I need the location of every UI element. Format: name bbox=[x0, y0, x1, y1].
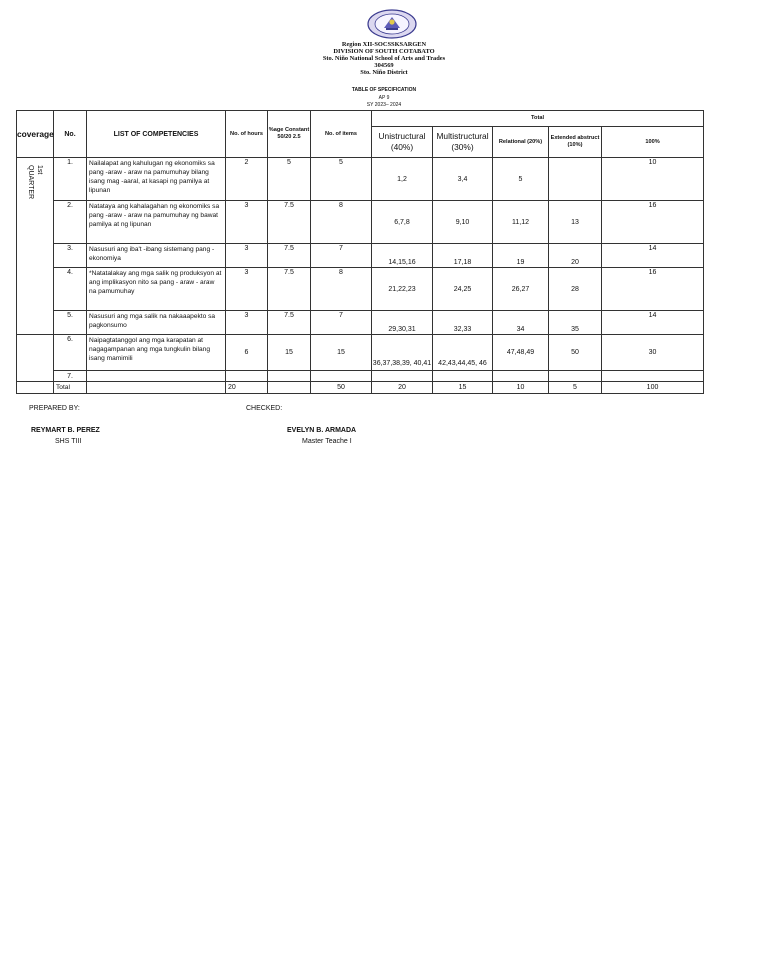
row-relational: 26,27 bbox=[493, 268, 549, 311]
row-competency: Natataya ang kahalagahan ng ekonomiks sa pang -araw - araw na pamumuhay ng bawat pamilya at ng lipunan bbox=[87, 201, 226, 244]
row-no: 3. bbox=[54, 244, 87, 268]
region-line: Region XII-SOCSSKSARGEN bbox=[341, 41, 427, 48]
row-multistructural: 17,18 bbox=[433, 244, 493, 268]
row-relational: 47,48,49 bbox=[493, 335, 549, 371]
checker-name: EVELYN B. ARMADA bbox=[287, 427, 357, 434]
row-extended: 50 bbox=[549, 335, 602, 371]
row-unistructural bbox=[372, 371, 433, 382]
doc-title: TABLE OF SPECIFICATION bbox=[351, 87, 417, 93]
row-competency bbox=[87, 371, 226, 382]
checker-title: Master Teache I bbox=[302, 438, 352, 445]
row-extended: 13 bbox=[549, 201, 602, 244]
totals-unistructural: 20 bbox=[372, 382, 433, 394]
row-competency: Naipagtatanggol ang mga karapatan at nagagampanan ang mga tungkulin bilang isang mamimili bbox=[87, 335, 226, 371]
competencies-header: LIST OF COMPETENCIES bbox=[87, 111, 226, 158]
row-relational: 19 bbox=[493, 244, 549, 268]
school-id-line: 304569 bbox=[374, 62, 394, 69]
row-unistructural: 36,37,38,39, 40,41 bbox=[372, 335, 433, 371]
row-items: 8 bbox=[311, 201, 372, 244]
row-extended bbox=[549, 371, 602, 382]
row-unistructural: 6,7,8 bbox=[372, 201, 433, 244]
row-hours: 3 bbox=[226, 268, 268, 311]
row-competency: *Natatalakay ang mga salik ng produksyon at ang implikasyon nito sa pang - araw - araw na pamumuhay bbox=[87, 268, 226, 311]
row-total: 30 bbox=[602, 335, 704, 371]
row-competency: Nailalapat ang kahulugan ng ekonomiks sa pang -araw - araw na pamumuhay bilang isang mag -aaral, at kasapi ng pamilya at lipunan bbox=[87, 158, 226, 201]
total-header: Total bbox=[372, 111, 704, 127]
row-hours: 2 bbox=[226, 158, 268, 201]
row-hours: 3 bbox=[226, 311, 268, 335]
coverage-empty-cell bbox=[17, 335, 54, 382]
preparer-title: SHS TIII bbox=[55, 438, 82, 445]
row-multistructural: 3,4 bbox=[433, 158, 493, 201]
row-competency: Nasusuri ang iba't -ibang sistemang pang -ekonomiya bbox=[87, 244, 226, 268]
row-multistructural: 24,25 bbox=[433, 268, 493, 311]
totals-hours: 20 bbox=[226, 382, 268, 394]
totals-row bbox=[17, 382, 704, 394]
division-line: DIVISION OF SOUTH COTABATO bbox=[333, 48, 435, 55]
row-items bbox=[311, 371, 372, 382]
row-total: 16 bbox=[602, 268, 704, 311]
row-relational: 11,12 bbox=[493, 201, 549, 244]
totals-percent bbox=[268, 382, 311, 394]
hours-header: No. of hours bbox=[226, 111, 268, 158]
row-total: 14 bbox=[602, 311, 704, 335]
totals-total: 100 bbox=[602, 382, 704, 394]
totals-empty-coverage bbox=[17, 382, 54, 394]
row-unistructural: 29,30,31 bbox=[372, 311, 433, 335]
table-row bbox=[17, 201, 704, 244]
items-header: No. of items bbox=[311, 111, 372, 158]
table-row bbox=[17, 158, 704, 201]
no-header: No. bbox=[54, 111, 87, 158]
header-row-1 bbox=[17, 111, 704, 127]
table-row bbox=[17, 371, 704, 382]
row-multistructural: 9,10 bbox=[433, 201, 493, 244]
row-hours: 6 bbox=[226, 335, 268, 371]
row-unistructural: 14,15,16 bbox=[372, 244, 433, 268]
row-items: 7 bbox=[311, 244, 372, 268]
doc-school-year: SY 2023– 2024 bbox=[366, 102, 402, 108]
row-extended: 20 bbox=[549, 244, 602, 268]
totals-multistructural: 15 bbox=[433, 382, 493, 394]
row-percent: 5 bbox=[268, 158, 311, 201]
row-relational: 5 bbox=[493, 158, 549, 201]
prepared-by-label: PREPARED BY: bbox=[29, 405, 80, 412]
school-line: Sto. Niño National School of Arts and Trades bbox=[322, 55, 446, 62]
row-items: 15 bbox=[311, 335, 372, 371]
row-no: 6. bbox=[54, 335, 87, 371]
district-line: Sto. Niño District bbox=[360, 69, 408, 76]
totals-relational: 10 bbox=[493, 382, 549, 394]
table-row bbox=[17, 311, 704, 335]
row-no: 4. bbox=[54, 268, 87, 311]
multistructural-header: Multistructural (30%) bbox=[433, 127, 493, 158]
row-no: 2. bbox=[54, 201, 87, 244]
quarter-label: 1st QUARTER bbox=[27, 165, 43, 200]
doc-subject: AP 9 bbox=[378, 95, 390, 101]
row-extended: 28 bbox=[549, 268, 602, 311]
row-percent: 7.5 bbox=[268, 201, 311, 244]
row-total: 14 bbox=[602, 244, 704, 268]
percent-header: %age Constant 50/20 2.5 bbox=[268, 111, 311, 158]
row-items: 5 bbox=[311, 158, 372, 201]
row-unistructural: 1,2 bbox=[372, 158, 433, 201]
row-total: 16 bbox=[602, 201, 704, 244]
row-percent: 7.5 bbox=[268, 244, 311, 268]
coverage-header: coverage bbox=[17, 111, 54, 158]
row-percent: 7.5 bbox=[268, 268, 311, 311]
totals-empty-competency bbox=[87, 382, 226, 394]
row-multistructural bbox=[433, 371, 493, 382]
row-total: 10 bbox=[602, 158, 704, 201]
row-extended bbox=[549, 158, 602, 201]
row-extended: 35 bbox=[549, 311, 602, 335]
relational-header: Relational (20%) bbox=[493, 127, 549, 158]
row-percent: 15 bbox=[268, 335, 311, 371]
row-hours: 3 bbox=[226, 244, 268, 268]
row-competency: Nasusuri ang mga salik na nakaaapekto sa pagkonsumo bbox=[87, 311, 226, 335]
row-items: 7 bbox=[311, 311, 372, 335]
specification-table bbox=[16, 110, 704, 394]
row-no: 7. bbox=[54, 371, 87, 382]
hundred-percent-header: 100% bbox=[602, 127, 704, 158]
row-percent bbox=[268, 371, 311, 382]
deped-seal-logo bbox=[366, 9, 418, 39]
row-no: 5. bbox=[54, 311, 87, 335]
row-unistructural: 21,22,23 bbox=[372, 268, 433, 311]
row-percent: 7.5 bbox=[268, 311, 311, 335]
totals-label: Total bbox=[54, 382, 87, 394]
row-multistructural: 42,43,44,45, 46 bbox=[433, 335, 493, 371]
row-no: 1. bbox=[54, 158, 87, 201]
row-relational bbox=[493, 371, 549, 382]
table-row bbox=[17, 244, 704, 268]
table-row bbox=[17, 335, 704, 371]
row-hours bbox=[226, 371, 268, 382]
row-total bbox=[602, 371, 704, 382]
checked-label: CHECKED: bbox=[246, 405, 283, 412]
table-row bbox=[17, 268, 704, 311]
row-multistructural: 32,33 bbox=[433, 311, 493, 335]
totals-items: 50 bbox=[311, 382, 372, 394]
row-relational: 34 bbox=[493, 311, 549, 335]
row-items: 8 bbox=[311, 268, 372, 311]
row-hours: 3 bbox=[226, 201, 268, 244]
totals-extended: 5 bbox=[549, 382, 602, 394]
unistructural-header: Unistructural (40%) bbox=[372, 127, 433, 158]
quarter-cell bbox=[17, 158, 54, 335]
preparer-name: REYMART B. PEREZ bbox=[31, 427, 100, 434]
extended-abstract-header: Extended abstruct (10%) bbox=[549, 127, 602, 158]
